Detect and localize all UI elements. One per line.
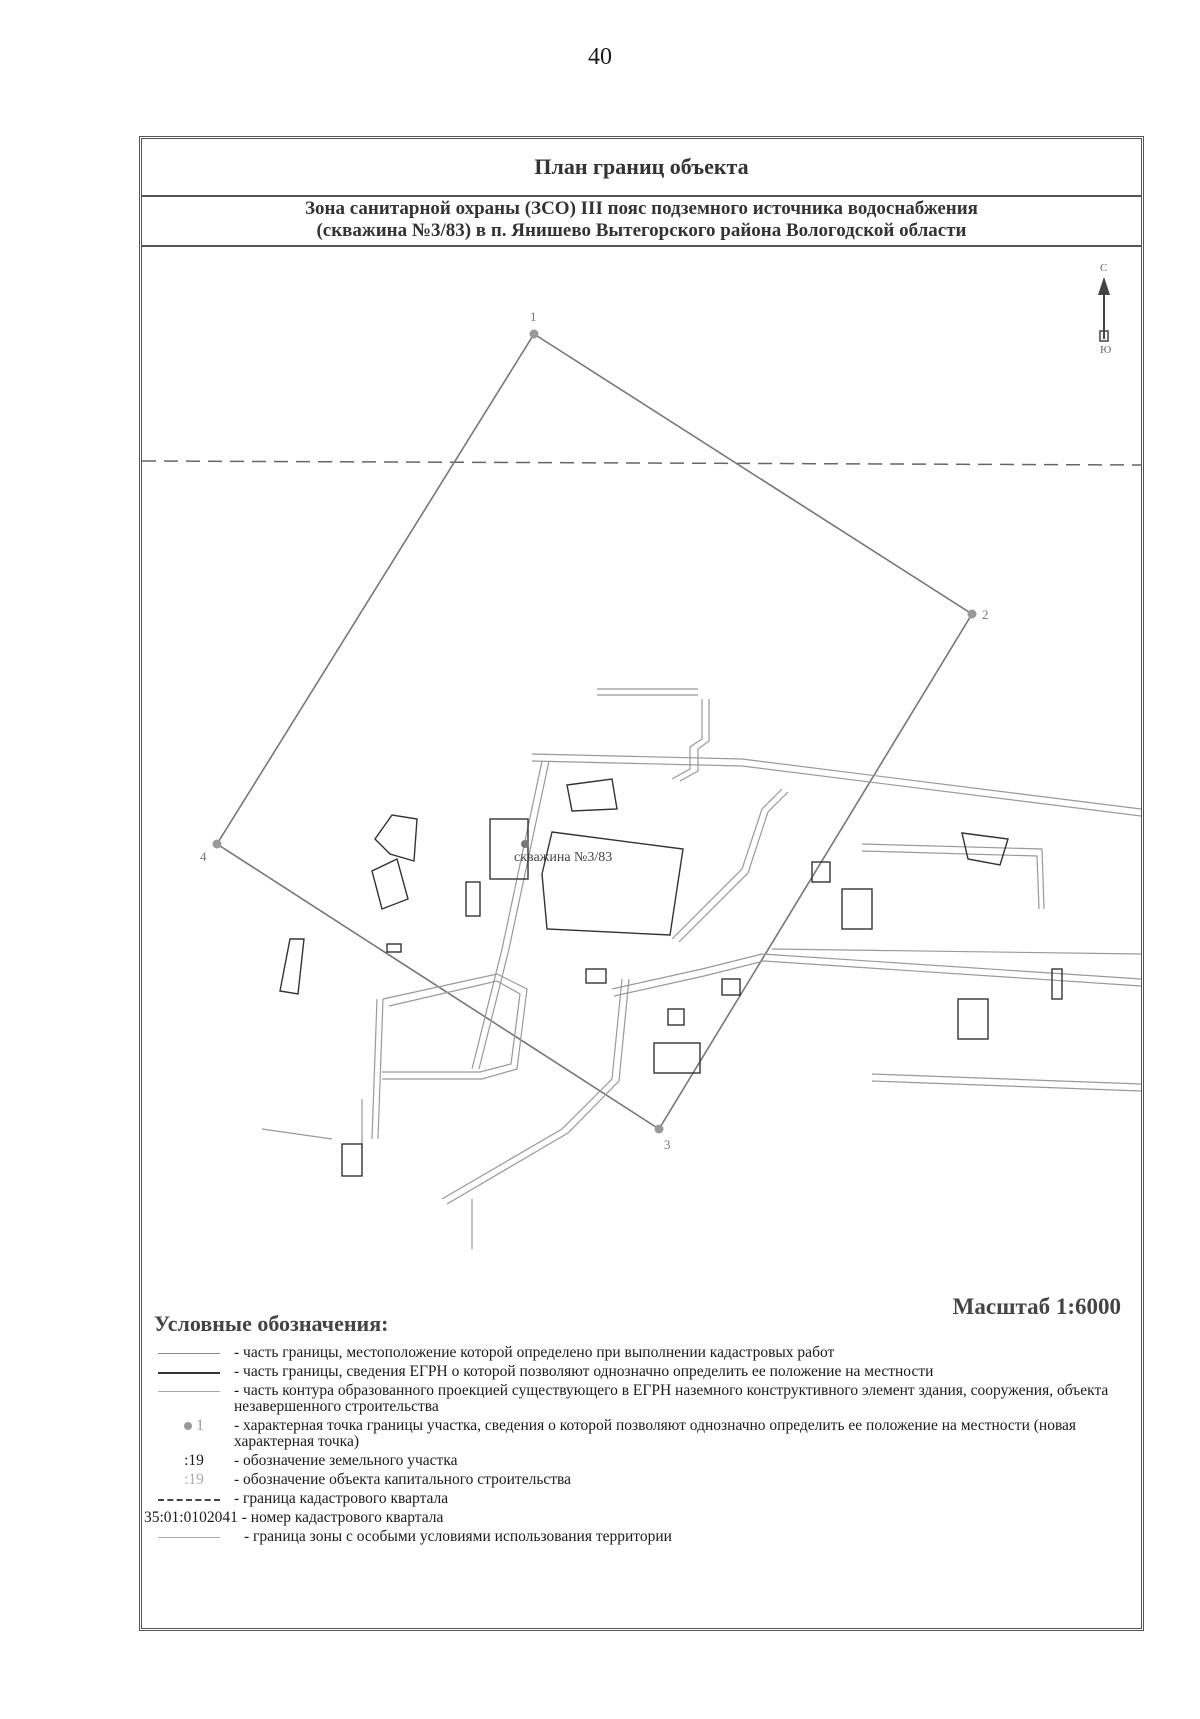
parcel	[280, 939, 304, 994]
legend-item	[154, 1418, 1134, 1450]
boundary-point-3	[655, 1125, 664, 1134]
page-number: 40	[588, 44, 612, 70]
subtitle-row	[142, 195, 1141, 247]
legend	[144, 1344, 1134, 1548]
legend-item	[154, 1364, 1134, 1380]
parcel	[722, 979, 740, 995]
cadastral-text: - номер кадастрового квартала	[241, 1509, 444, 1526]
subtitle-line-2: (скважина №3/83) в п. Янишево Вытегорского района Вологодской области	[316, 220, 967, 241]
well-label: скважина №3/83	[514, 850, 613, 865]
parcel	[375, 815, 417, 861]
parcel	[567, 779, 617, 811]
point-label-2: 2	[982, 607, 989, 622]
legend-item	[154, 1345, 1134, 1361]
title-row	[142, 139, 1141, 197]
boundary-point-4	[213, 840, 222, 849]
parcel	[490, 819, 528, 879]
boundary-point-2	[968, 610, 977, 619]
subtitle-line-1: Зона санитарной охраны (ЗСО) III пояс подземного источника водоснабжения	[305, 198, 978, 219]
parcel	[466, 882, 480, 916]
parcel	[668, 1009, 684, 1025]
legend-symbol: 1	[196, 1417, 204, 1434]
legend-item	[154, 1491, 1134, 1507]
legend-item	[154, 1529, 1134, 1545]
point-label-1: 1	[530, 309, 537, 324]
parcel	[542, 832, 683, 935]
legend-text: - граница зоны с особыми условиями использования территории	[244, 1528, 672, 1545]
cadastral-number: 35:01:0102041	[144, 1509, 238, 1526]
plan-frame	[139, 136, 1144, 1631]
parcel	[654, 1043, 700, 1073]
legend-text: - граница кадастрового квартала	[234, 1490, 449, 1507]
legend-symbol: :19	[184, 1471, 204, 1488]
legend-text: - часть контура образованного проекцией существующего в ЕГРН наземного конструктивного элемент здания, сооружения, объекта незавершенного строительства	[234, 1382, 1109, 1415]
south-label: Ю	[1100, 344, 1112, 356]
scale-label: Масштаб 1:6000	[952, 1294, 1121, 1319]
parcel	[387, 944, 401, 952]
parcel	[586, 969, 606, 983]
well-marker	[521, 840, 529, 848]
legend-item	[144, 1510, 1134, 1526]
cadastral-boundary	[142, 461, 1141, 465]
zone-boundary	[217, 334, 972, 1129]
parcel	[372, 859, 408, 909]
legend-item	[154, 1383, 1134, 1415]
legend-text: - обозначение объекта капитального строительства	[234, 1471, 572, 1488]
legend-text: - часть границы, сведения ЕГРН о которой позволяют однозначно определить ее положение на местности	[234, 1363, 934, 1380]
roads	[262, 689, 1141, 1249]
legend-item	[154, 1453, 1134, 1469]
plan-title: План границ объекта	[534, 154, 749, 179]
legend-text: - характерная точка границы участка, сведения о которой позволяют однозначно определить ее положение на местности (новая характерная точка)	[234, 1417, 1077, 1450]
parcel	[842, 889, 872, 929]
parcel	[342, 1144, 362, 1176]
north-arrow-icon	[1098, 262, 1111, 356]
parcel	[962, 833, 1008, 865]
parcels	[280, 779, 1062, 1176]
legend-item	[154, 1472, 1134, 1488]
parcel	[958, 999, 988, 1039]
point-icon	[184, 1422, 192, 1430]
legend-symbol: :19	[184, 1452, 204, 1469]
north-label: С	[1100, 262, 1108, 274]
boundary-point-1	[530, 330, 539, 339]
map-canvas	[142, 249, 1141, 1289]
legend-text: - часть границы, местоположение которой определено при выполнении кадастровых работ	[234, 1344, 835, 1361]
point-label-4: 4	[200, 849, 207, 864]
point-label-3: 3	[664, 1137, 671, 1152]
legend-text: - обозначение земельного участка	[234, 1452, 458, 1469]
legend-title: Условные обозначения:	[154, 1311, 389, 1336]
